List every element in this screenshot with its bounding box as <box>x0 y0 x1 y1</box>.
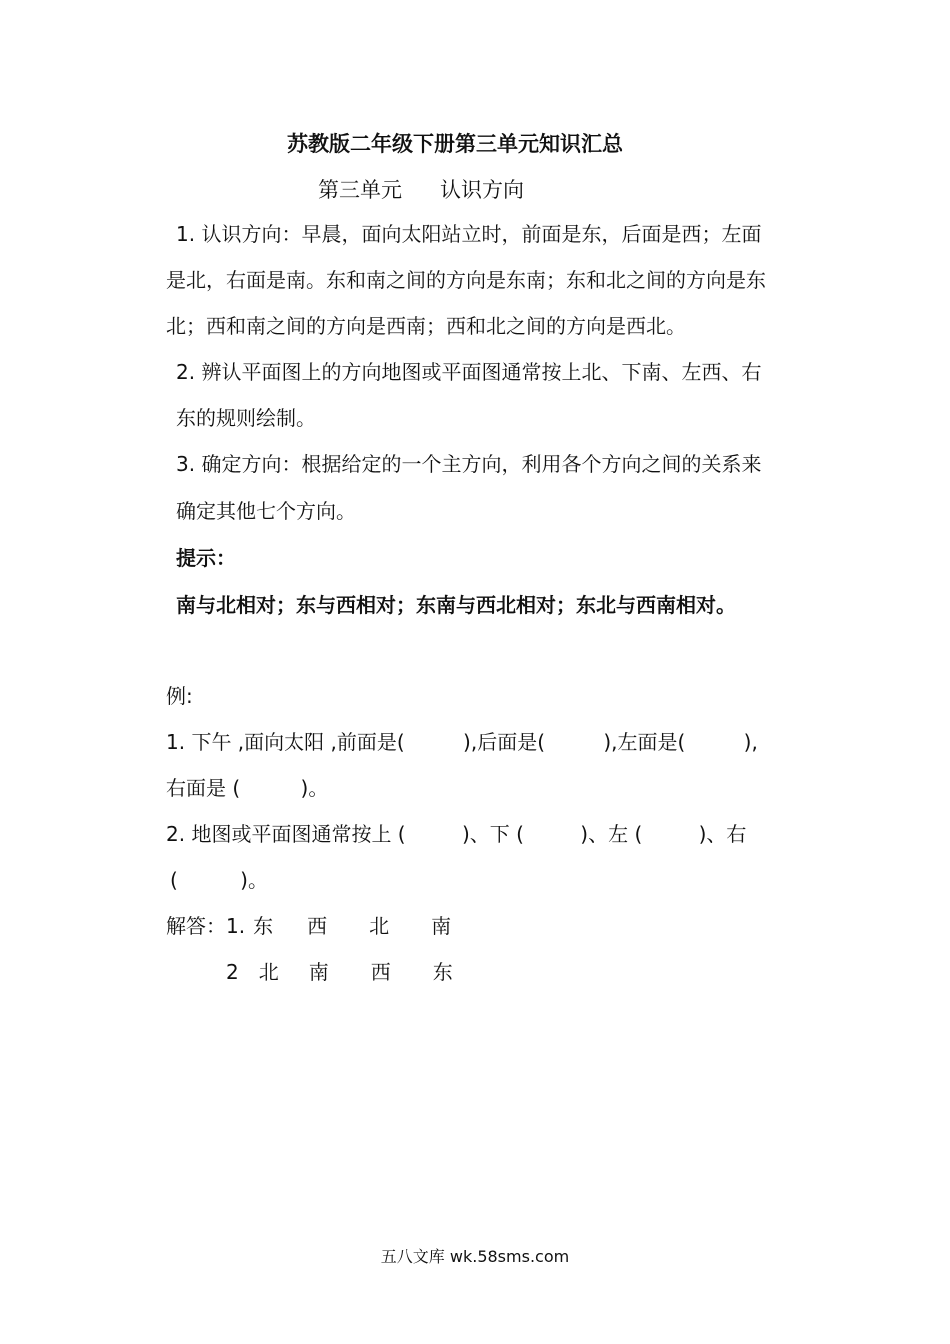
example2-part3: )、左 ( <box>573 822 643 846</box>
answer2-item: 北 <box>258 960 279 984</box>
unit-label: 第三单元 <box>318 178 402 202</box>
answer1-num: 1. <box>226 914 246 938</box>
example1-part4: ), <box>737 730 758 754</box>
example1-part3: ),左面是( <box>597 730 686 754</box>
answer1-item: 东 <box>253 914 274 938</box>
answer1-item: 北 <box>369 914 390 938</box>
example2-line2a: ( <box>170 868 178 892</box>
answer-line1 <box>166 912 451 940</box>
example2-line1 <box>166 820 746 848</box>
example1-line1 <box>166 728 758 756</box>
example2-part2: )、下 ( <box>455 822 524 846</box>
unit-topic: 认识方向 <box>440 178 524 202</box>
point3-line1: 3. 确定方向：根据给定的一个主方向，利用各个方向之间的关系来 <box>176 452 762 476</box>
answer2-item: 南 <box>308 960 329 984</box>
point1-line1: 1. 认识方向：早晨，面向太阳站立时，前面是东，后面是西；左面 <box>176 222 762 246</box>
example1-part2: ),后面是( <box>456 730 545 754</box>
example1-line2a: 右面是 ( <box>166 776 241 800</box>
unit-heading <box>318 174 524 204</box>
example1-line2 <box>166 774 328 802</box>
footer-watermark: 五八文库 wk.58sms.com <box>380 1247 570 1266</box>
answer-label: 解答： <box>166 914 226 938</box>
example1-line2b: )。 <box>294 776 329 800</box>
answer2-num: 2 <box>226 960 239 984</box>
point2-line2: 东的规则绘制。 <box>176 406 316 430</box>
document-title: 苏教版二年级下册第三单元知识汇总 <box>287 132 623 156</box>
point3-line2: 确定其他七个方向。 <box>176 499 356 523</box>
answer1-item: 西 <box>307 914 328 938</box>
answer2-item: 东 <box>432 960 453 984</box>
answer-line2 <box>226 958 453 986</box>
point1-line2: 是北，右面是南。东和南之间的方向是东南；东和北之间的方向是东 <box>166 268 766 292</box>
answer2-item: 西 <box>370 960 391 984</box>
example-label: 例: <box>166 684 193 708</box>
point2-line1: 2. 辨认平面图上的方向地图或平面图通常按上北、下南、左西、右 <box>176 360 762 384</box>
example2-part1: 2. 地图或平面图通常按上 ( <box>166 822 406 846</box>
answer1-item: 南 <box>431 914 452 938</box>
example2-part4: )、右 <box>692 822 747 846</box>
example1-part1: 1. 下午 ,面向太阳 ,前面是( <box>166 730 405 754</box>
point1-line3: 北；西和南之间的方向是西南；西和北之间的方向是西北。 <box>166 314 686 338</box>
tip-text: 南与北相对；东与西相对；东南与西北相对；东北与西南相对。 <box>176 593 736 617</box>
example2-line2b: )。 <box>233 868 268 892</box>
tip-label: 提示： <box>176 546 236 570</box>
example2-line2 <box>170 866 268 894</box>
